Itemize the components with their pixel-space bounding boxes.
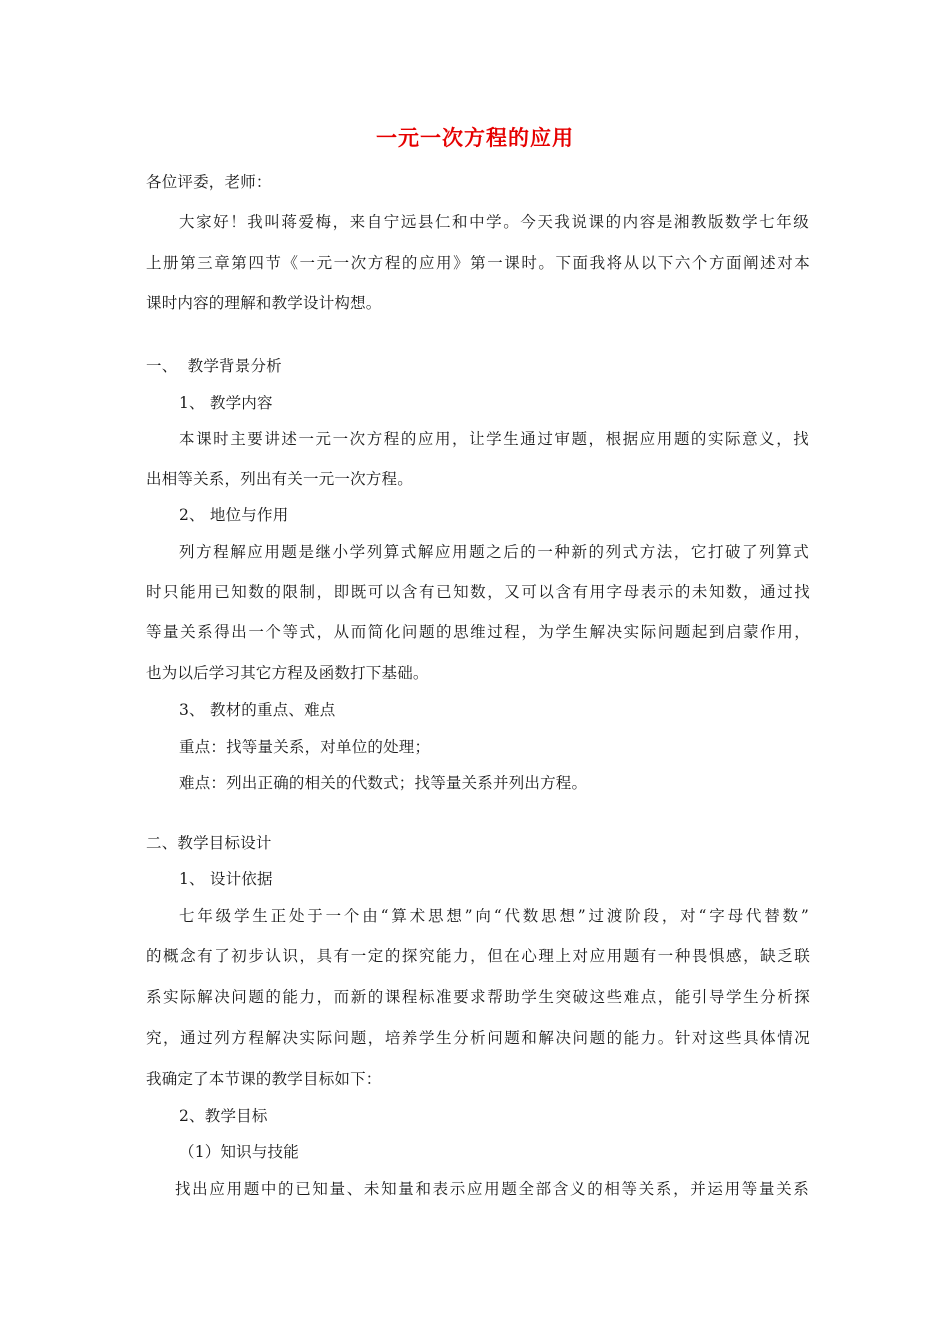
section2-sub1-line-2: 的概念有了初步认识，具有一定的探究能力，但在心理上对应用题有一种畏惧感，缺乏联	[146, 947, 810, 965]
intro-line-3: 课时内容的理解和教学设计构想。	[146, 294, 382, 312]
section1-sub2-line-2: 时只能用已知数的限制，即既可以含有已知数，又可以含有用字母表示的未知数，通过找	[146, 583, 810, 601]
difficult-point: 难点：列出正确的相关的代数式；找等量关系并列出方程。	[179, 774, 588, 792]
greeting: 各位评委，老师：	[146, 173, 272, 191]
section1-sub2-line-1: 列方程解应用题是继小学列算式解应用题之后的一种新的列式方法，它打破了列算式	[179, 543, 809, 561]
section2-sub1-line-1: 七年级学生正处于一个由“算术思想”向“代数思想”过渡阶段，对“字母代替数”	[179, 907, 809, 925]
section1-heading: 一、 教学背景分析	[146, 357, 282, 375]
section1-sub1-line-2: 出相等关系，列出有关一元一次方程。	[146, 470, 413, 488]
section2-heading: 二、教学目标设计	[146, 834, 272, 852]
section2-sub1-line-3: 系实际解决问题的能力，而新的课程标准要求帮助学生突破这些难点，能引导学生分析探	[146, 988, 810, 1006]
section2-sub1-heading: 1、 设计依据	[179, 870, 273, 888]
section1-sub2-heading: 2、 地位与作用	[179, 506, 289, 524]
section1-sub2-line-3: 等量关系得出一个等式，从而简化问题的思维过程，为学生解决实际问题起到启蒙作用，	[146, 623, 810, 641]
section2-sub1-line-4: 究，通过列方程解决实际问题，培养学生分析问题和解决问题的能力。针对这些具体情况	[146, 1029, 810, 1047]
section1-sub3-heading: 3、 教材的重点、难点	[179, 701, 336, 719]
document-title: 一元一次方程的应用	[376, 125, 574, 150]
section1-sub1-heading: 1、 教学内容	[179, 394, 273, 412]
section2-item1-heading: （1）知识与技能	[179, 1143, 299, 1161]
intro-line-2: 上册第三章第四节《一元一次方程的应用》第一课时。下面我将从以下六个方面阐述对本	[146, 254, 810, 272]
section2-sub2-heading: 2、教学目标	[179, 1107, 268, 1125]
key-point: 重点：找等量关系，对单位的处理；	[179, 738, 431, 756]
section1-sub1-line-1: 本课时主要讲述一元一次方程的应用，让学生通过审题，根据应用题的实际意义，找	[179, 430, 809, 448]
section1-sub2-line-4: 也为以后学习其它方程及函数打下基础。	[146, 664, 429, 682]
section2-sub1-line-5: 我确定了本节课的教学目标如下：	[146, 1070, 382, 1088]
intro-line-1: 大家好！我叫蒋爱梅，来自宁远县仁和中学。今天我说课的内容是湘教版数学七年级	[179, 213, 809, 231]
section2-item1-line: 找出应用题中的已知量、未知量和表示应用题全部含义的相等关系，并运用等量关系	[175, 1180, 809, 1198]
